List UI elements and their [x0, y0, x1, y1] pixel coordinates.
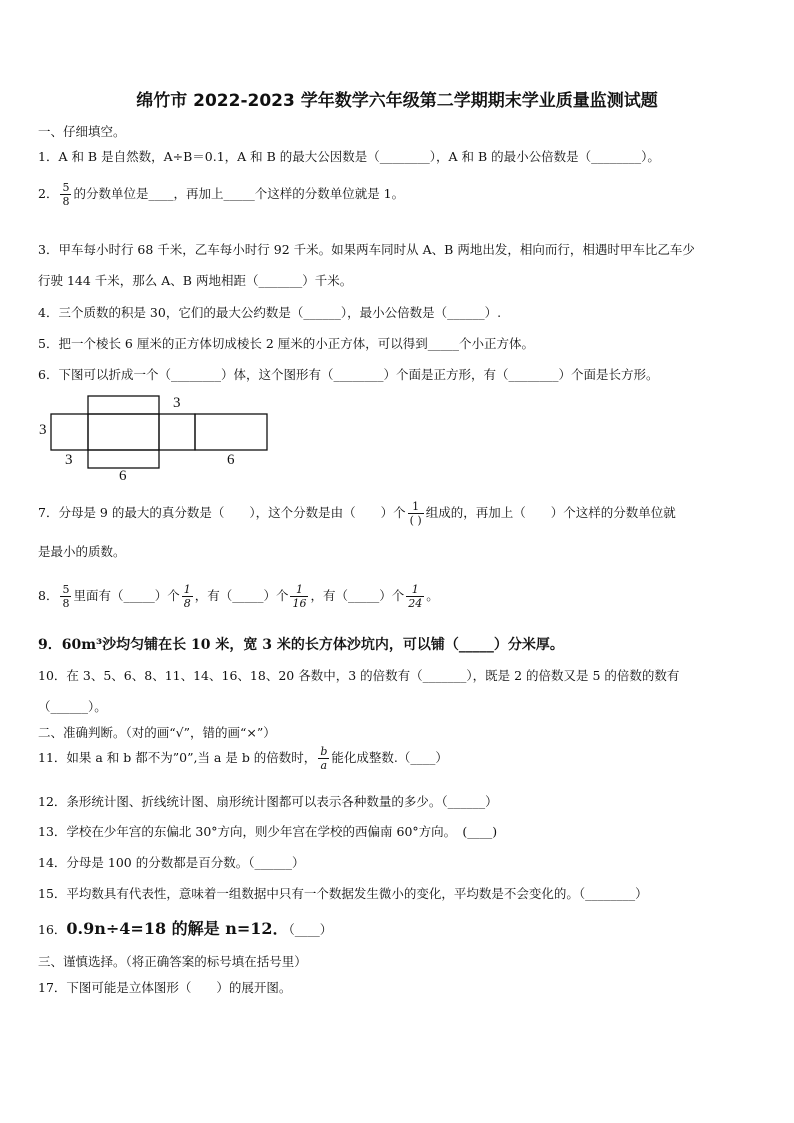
net-label-bottom-6-front: 6: [119, 468, 127, 484]
fraction-denominator: 8: [62, 195, 70, 208]
section-heading-judgement: 二、准确判断。（对的画“√”，错的画“×”）: [38, 725, 276, 740]
question-2: [38, 181, 404, 208]
fraction-five-eighths: [60, 583, 71, 610]
question-2-text: 的分数单位是____，再加上_____个这样的分数单位就是 1。: [73, 186, 405, 201]
question-12: 12．条形统计图、折线统计图、扇形统计图都可以表示各种数量的多少。（______）: [38, 794, 498, 809]
fraction-numerator: 5: [62, 583, 70, 596]
question-7-text-a: 7．分母是 9 的最大的真分数是（ ），这个分数是由（ ）个: [38, 505, 406, 520]
cuboid-net-figure: [38, 392, 278, 485]
question-4: 4．三个质数的积是 30，它们的最大公约数是（______），最小公倍数是（______）.: [38, 305, 502, 320]
question-16-answer-blank: （____）: [288, 922, 333, 937]
question-11: [38, 745, 448, 772]
net-face-back: [195, 414, 267, 450]
page-title: 绵竹市 2022-2023 学年数学六年级第二学期期末学业质量监测试题: [136, 91, 658, 111]
fraction-numerator: b: [320, 745, 328, 758]
question-15: 15．平均数具有代表性，意味着一组数据中只有一个数据发生微小的变化，平均数是不会变化的。（________）: [38, 886, 648, 901]
fraction-numerator: 1: [411, 583, 419, 596]
net-face-left: [51, 414, 88, 450]
question-16-body: 0.9n÷4=18 的解是 n=12．: [66, 919, 289, 938]
question-1: 1．A 和 B 是自然数，A÷B＝0.1，A 和 B 的最大公因数是（________），A 和 B 的最小公倍数是（________）。: [38, 149, 660, 164]
question-3-line-2: 行驶 144 千米，那么 A、B 两地相距（_______）千米。: [38, 273, 353, 288]
question-5: 5．把一个棱长 6 厘米的正方体切成棱长 2 厘米的小正方体，可以得到_____个小正方体。: [38, 336, 535, 351]
question-16: [38, 916, 332, 939]
net-label-top-3: 3: [173, 395, 181, 411]
fraction-numerator: 5: [62, 181, 70, 194]
fraction-five-eighths: [60, 181, 71, 208]
net-face-right: [159, 414, 195, 450]
question-2-number: 2．: [38, 186, 59, 201]
net-face-front: [88, 414, 159, 450]
fraction-denominator: 16: [292, 597, 307, 610]
cuboid-net-svg: [38, 392, 278, 482]
question-7-text-b: 组成的，再加上（ ）个这样的分数单位就: [425, 505, 676, 520]
question-8-text-4: 。: [426, 588, 439, 603]
fraction-numerator: 1: [183, 583, 191, 596]
net-label-left-3: 3: [39, 422, 47, 438]
fraction-numerator: 1: [295, 583, 303, 596]
question-11-text-b: 能化成整数.（____）: [331, 750, 448, 765]
fraction-one-over-blank: [408, 500, 424, 527]
net-face-top: [88, 396, 159, 414]
net-label-bottom-6-back: 6: [227, 452, 235, 468]
net-label-bottom-3: 3: [65, 452, 73, 468]
fraction-denominator: ( ): [409, 514, 422, 527]
fraction-b-over-a: [318, 745, 329, 772]
question-9: 9．60m³沙均匀铺在长 10 米，宽 3 米的长方体沙坑内，可以铺（_____）分米厚。: [38, 637, 564, 653]
question-17: 17．下图可能是立体图形（ ）的展开图。: [38, 980, 292, 995]
section-heading-fill-blank: 一、仔细填空。: [38, 124, 126, 139]
fraction-denominator: a: [318, 758, 329, 772]
fraction-denominator: 8: [183, 597, 191, 610]
question-8: [38, 583, 439, 610]
question-8-text-1: 里面有（_____）个: [73, 588, 180, 603]
fraction-one-twenty-fourth: [406, 583, 424, 610]
fraction-denominator: 8: [62, 597, 70, 610]
question-10-line-2: （______）。: [38, 699, 107, 714]
fraction-denominator: 24: [408, 597, 423, 610]
section-heading-choice: 三、谨慎选择。（将正确答案的标号填在括号里）: [38, 954, 307, 969]
question-7-line-1: [38, 500, 676, 527]
fraction-numerator: 1: [412, 500, 420, 513]
fraction-one-sixteenth: [290, 583, 308, 610]
question-11-text-a: 11．如果 a 和 b 都不为”0”,当 a 是 b 的倍数时，: [38, 750, 317, 765]
question-8-number: 8．: [38, 588, 59, 603]
question-7-line-2: 是最小的质数。: [38, 544, 126, 559]
question-10-line-1: 10．在 3、5、6、8、11、14、16、18、20 各数中，3 的倍数有（_______），既是 2 的倍数又是 5 的倍数的数有: [38, 668, 680, 683]
question-16-number: 16．: [38, 922, 67, 937]
question-13: 13．学校在少年宫的东偏北 30°方向，则少年宫在学校的西偏南 60°方向。 (____): [38, 824, 498, 839]
question-6: 6．下图可以折成一个（________）体，这个图形有（________）个面是正方形，有（________）个面是长方形。: [38, 367, 659, 382]
question-8-text-3: ，有（_____）个: [310, 588, 405, 603]
net-face-bottom: [88, 450, 159, 468]
question-3-line-1: 3．甲车每小时行 68 千米，乙车每小时行 92 千米。如果两车同时从 A、B 两地出发，相向而行，相遇时甲车比乙车少: [38, 242, 695, 257]
question-14: 14．分母是 100 的分数都是百分数。（______）: [38, 855, 305, 870]
fraction-one-eighth: [182, 583, 193, 610]
question-8-text-2: ，有（_____）个: [194, 588, 289, 603]
